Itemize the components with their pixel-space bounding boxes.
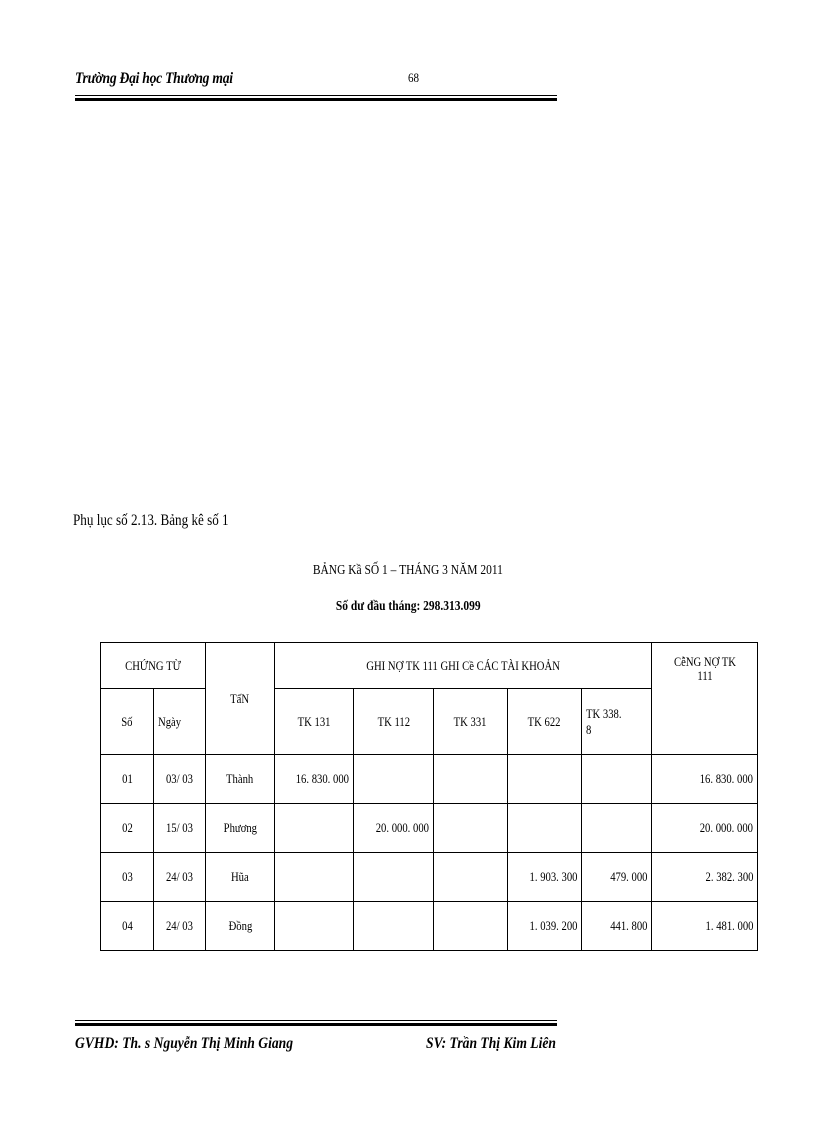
row-tk622 — [508, 755, 582, 804]
opening-balance: Số dư đầu tháng: 298.313.099 — [335, 599, 481, 614]
row-no: 02 — [101, 804, 154, 853]
footer-rule-thick — [75, 1023, 557, 1026]
table-row — [101, 755, 758, 804]
voucher-header: CHỨNG TỪ — [101, 643, 206, 689]
row-tk131 — [275, 804, 354, 853]
row-tk622: 1. 039. 200 — [508, 902, 582, 951]
name-header: TấN — [206, 643, 275, 755]
header-university-name: Trường Đại học Thương mại — [75, 70, 233, 87]
account-header-tk3388: TK 338. 8 — [582, 689, 652, 755]
footer-student: SV: Trần Thị Kim Liên — [426, 1035, 556, 1052]
header-row-1 — [101, 643, 758, 689]
row-tk3388 — [582, 755, 652, 804]
row-total: 2. 382. 300 — [652, 853, 758, 902]
row-tk622 — [508, 804, 582, 853]
row-total: 20. 000. 000 — [652, 804, 758, 853]
appendix-caption: Phụ lục số 2.13. Bảng kê số 1 — [73, 512, 229, 529]
footer-supervisor: GVHD: Th. s Nguyễn Thị Minh Giang — [75, 1035, 294, 1052]
row-date: 03/ 03 — [154, 755, 206, 804]
date-header: Ngày — [154, 689, 206, 755]
row-tk131 — [275, 902, 354, 951]
table-title: BẢNG Kầ SỐ 1 – THÁNG 3 NĂM 2011 — [312, 563, 504, 578]
account-header-tk131: TK 131 — [275, 689, 354, 755]
debit-header: GHI NỢ TK 111 GHI Cề CÁC TÀI KHOẢN — [275, 643, 652, 689]
row-tk131 — [275, 853, 354, 902]
row-date: 15/ 03 — [154, 804, 206, 853]
no-header: Số — [101, 689, 154, 755]
row-no: 04 — [101, 902, 154, 951]
table-row — [101, 853, 758, 902]
row-tk112 — [354, 853, 434, 902]
ledger-table — [100, 642, 758, 951]
total-header: CễNG NỢ TK 111 — [652, 643, 758, 755]
account-header-tk622: TK 622 — [508, 689, 582, 755]
account-header-tk112: TK 112 — [354, 689, 434, 755]
header-rule-thin — [75, 95, 557, 96]
row-tk112 — [354, 755, 434, 804]
row-tk331 — [434, 902, 508, 951]
page-number: 68 — [408, 70, 420, 85]
row-name: Phương — [206, 804, 275, 853]
row-total: 16. 830. 000 — [652, 755, 758, 804]
row-name: Hũa — [206, 853, 275, 902]
row-tk3388: 441. 800 — [582, 902, 652, 951]
row-name: Thành — [206, 755, 275, 804]
footer-rule-thin — [75, 1020, 557, 1021]
row-tk331 — [434, 853, 508, 902]
row-tk112: 20. 000. 000 — [354, 804, 434, 853]
row-tk3388: 479. 000 — [582, 853, 652, 902]
row-tk331 — [434, 755, 508, 804]
row-tk331 — [434, 804, 508, 853]
header-rule-thick — [75, 98, 557, 101]
row-date: 24/ 03 — [154, 902, 206, 951]
row-tk622: 1. 903. 300 — [508, 853, 582, 902]
account-header-tk331: TK 331 — [434, 689, 508, 755]
row-no: 03 — [101, 853, 154, 902]
row-date: 24/ 03 — [154, 853, 206, 902]
row-total: 1. 481. 000 — [652, 902, 758, 951]
table-row — [101, 902, 758, 951]
row-no: 01 — [101, 755, 154, 804]
row-tk112 — [354, 902, 434, 951]
row-name: Đồng — [206, 902, 275, 951]
row-tk131: 16. 830. 000 — [275, 755, 354, 804]
table-row — [101, 804, 758, 853]
row-tk3388 — [582, 804, 652, 853]
